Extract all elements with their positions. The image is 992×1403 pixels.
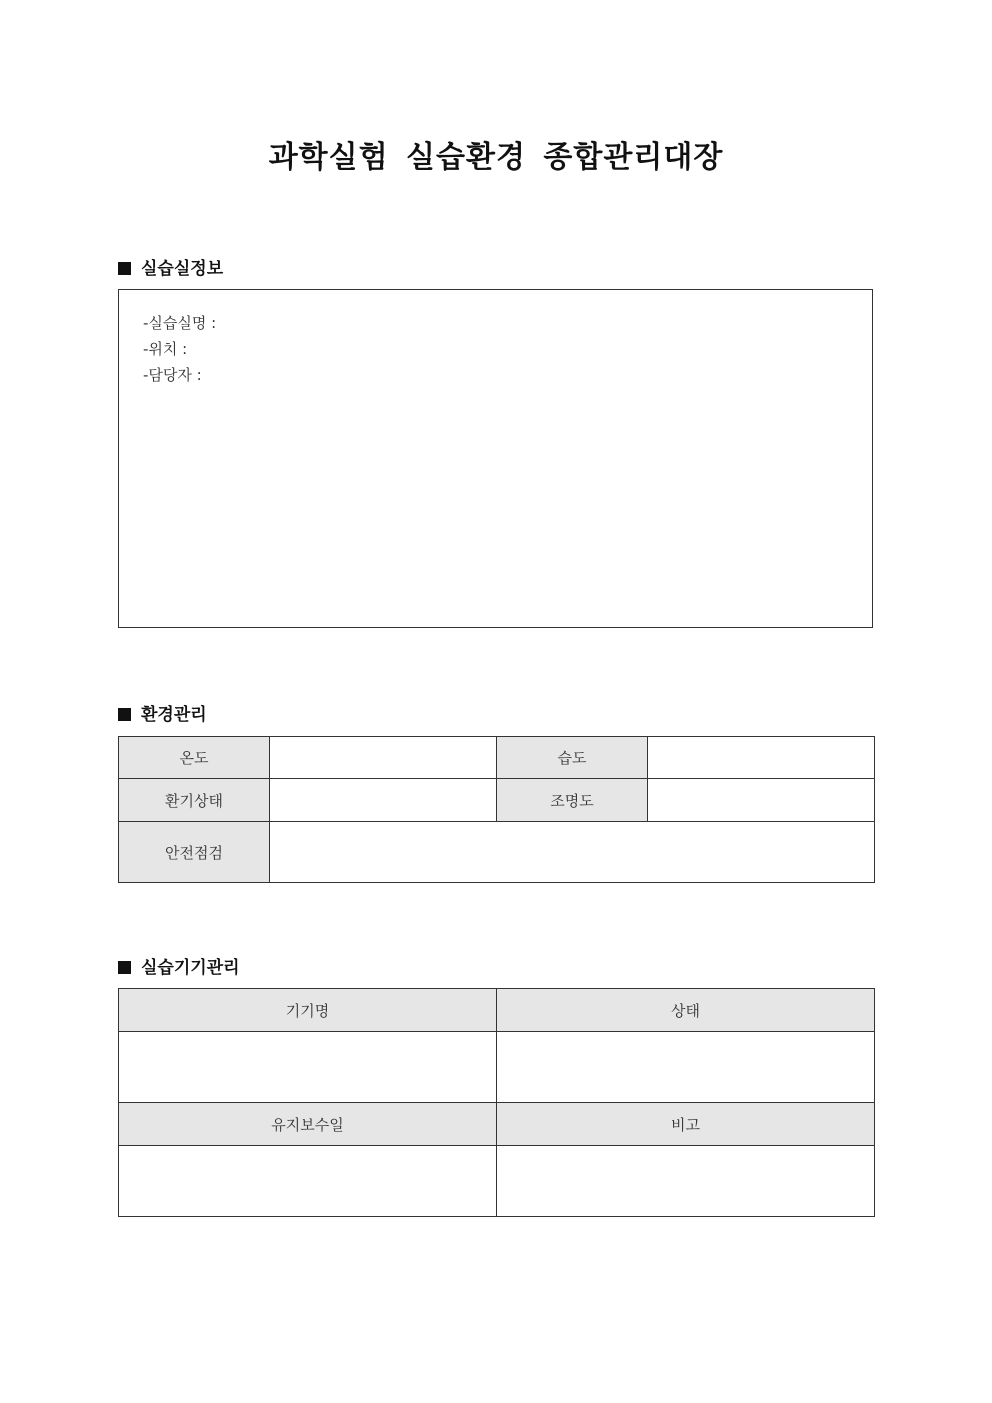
manager-line: -담당자 :: [143, 366, 202, 384]
remarks-cell[interactable]: [497, 1146, 875, 1217]
section-title: 실습기기관리: [141, 958, 240, 978]
equipment-table: [118, 988, 875, 1217]
square-bullet-icon: [118, 961, 131, 974]
safety-check-value-cell[interactable]: [270, 822, 875, 883]
status-header: 상태: [497, 989, 875, 1032]
device-name-header: 기기명: [119, 989, 497, 1032]
square-bullet-icon: [118, 262, 131, 275]
safety-check-label: 안전점검: [119, 822, 270, 883]
status-cell[interactable]: [497, 1032, 875, 1103]
temperature-label: 온도: [119, 737, 270, 779]
square-bullet-icon: [118, 708, 131, 721]
humidity-label: 습도: [497, 737, 648, 779]
environment-table: [118, 736, 875, 883]
device-name-cell[interactable]: [119, 1032, 497, 1103]
maintenance-date-header: 유지보수일: [119, 1103, 497, 1146]
room-name-line: -실습실명 :: [143, 314, 217, 332]
page-title: 과학실험 실습환경 종합관리대장: [268, 140, 724, 175]
section-heading-room-info: [118, 254, 223, 279]
room-info-box: [118, 289, 873, 628]
illumination-label: 조명도: [497, 779, 648, 822]
humidity-value-cell[interactable]: [648, 737, 875, 779]
remarks-header: 비고: [497, 1103, 875, 1146]
ventilation-value-cell[interactable]: [270, 779, 497, 822]
temperature-value-cell[interactable]: [270, 737, 497, 779]
section-heading-environment: [118, 700, 207, 725]
section-title: 환경관리: [141, 705, 207, 725]
section-title: 실습실정보: [141, 259, 224, 279]
maintenance-date-cell[interactable]: [119, 1146, 497, 1217]
section-heading-equipment: [118, 953, 240, 978]
location-line: -위치 :: [143, 340, 188, 358]
illumination-value-cell[interactable]: [648, 779, 875, 822]
ventilation-label: 환기상태: [119, 779, 270, 822]
